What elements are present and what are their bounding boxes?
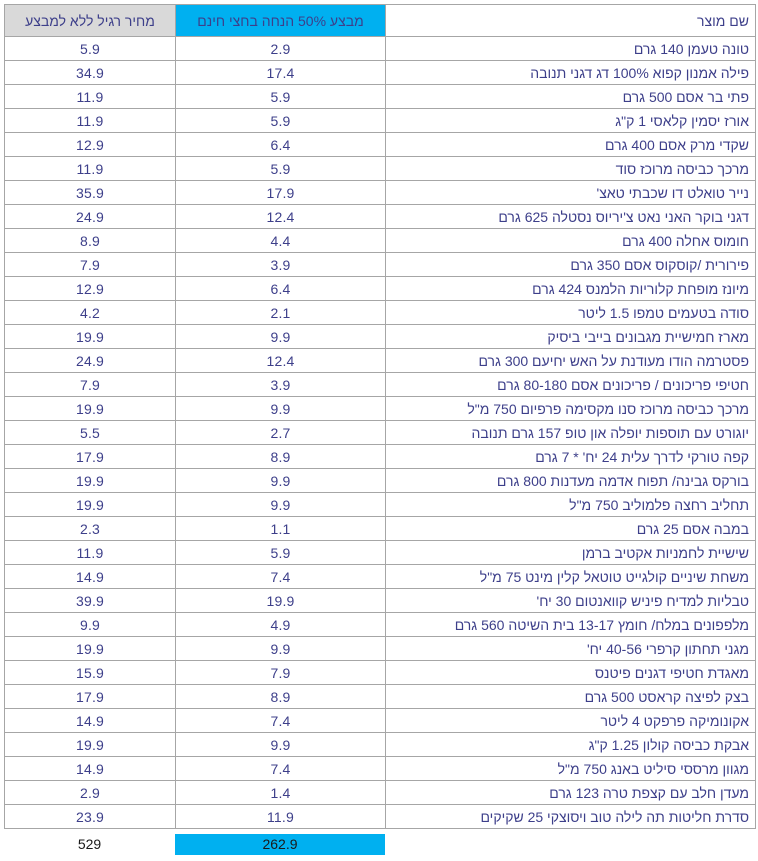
product-name-cell: אקונומיקה פרפקט 4 ליטר <box>386 709 756 733</box>
product-name-cell: פתי בר אסם 500 גרם <box>386 85 756 109</box>
product-name-cell: בורקס גבינה/ תפוח אדמה מעדנות 800 גרם <box>386 469 756 493</box>
regular-price-cell: 7.9 <box>5 253 176 277</box>
regular-price-cell: 19.9 <box>5 733 176 757</box>
regular-price-cell: 17.9 <box>5 445 176 469</box>
regular-price-cell: 11.9 <box>5 109 176 133</box>
table-row <box>5 325 756 349</box>
table-row <box>5 781 756 805</box>
product-name-cell: טבליות למדיח פיניש קוואנטום 30 יח' <box>386 589 756 613</box>
table-row <box>5 493 756 517</box>
promo-price-cell: 9.9 <box>176 733 386 757</box>
table-row <box>5 373 756 397</box>
product-name-cell: אורז יסמין קלאסי 1 ק"ג <box>386 109 756 133</box>
product-name-cell: חטיפי פריכונים / פריכונים אסם 80-180 גרם <box>386 373 756 397</box>
regular-price-cell: 2.9 <box>5 781 176 805</box>
header-regular-price: מחיר רגיל ללא למבצע <box>5 5 176 37</box>
regular-price-cell: 14.9 <box>5 565 176 589</box>
regular-price-cell: 9.9 <box>5 613 176 637</box>
product-name-cell: שקדי מרק אסם 400 גרם <box>386 133 756 157</box>
promo-price-cell: 8.9 <box>176 685 386 709</box>
product-name-cell: דגני בוקר האני נאט צ'יריוס נסטלה 625 גרם <box>386 205 756 229</box>
price-comparison-table <box>4 4 756 829</box>
product-name-cell: טונה טעמן 140 גרם <box>386 37 756 61</box>
regular-price-cell: 5.5 <box>5 421 176 445</box>
product-name-cell: יוגורט עם תוספות יופלה און טופ 157 גרם תנובה <box>386 421 756 445</box>
regular-price-cell: 35.9 <box>5 181 176 205</box>
regular-price-cell: 17.9 <box>5 685 176 709</box>
table-row <box>5 469 756 493</box>
product-name-cell: סדרת חליטות תה לילה טוב ויסוצקי 25 שקיקים <box>386 805 756 829</box>
product-name-cell: סודה בטעמים טמפו 1.5 ליטר <box>386 301 756 325</box>
promo-price-cell: 2.7 <box>176 421 386 445</box>
promo-price-cell: 9.9 <box>176 325 386 349</box>
regular-price-cell: 2.3 <box>5 517 176 541</box>
promo-price-cell: 17.9 <box>176 181 386 205</box>
regular-price-cell: 34.9 <box>5 61 176 85</box>
promo-price-cell: 3.9 <box>176 373 386 397</box>
table-row <box>5 133 756 157</box>
regular-price-cell: 11.9 <box>5 157 176 181</box>
table-row <box>5 805 756 829</box>
table-row <box>5 517 756 541</box>
total-regular-price: 529 <box>77 836 102 852</box>
regular-price-cell: 19.9 <box>5 493 176 517</box>
promo-price-cell: 6.4 <box>176 133 386 157</box>
table-row <box>5 109 756 133</box>
promo-price-cell: 9.9 <box>176 397 386 421</box>
regular-price-cell: 23.9 <box>5 805 176 829</box>
product-name-cell: שישיית לחמניות אקטיב ברמן <box>386 541 756 565</box>
product-name-cell: במבה אסם 25 גרם <box>386 517 756 541</box>
regular-price-cell: 12.9 <box>5 133 176 157</box>
table-row <box>5 301 756 325</box>
promo-price-cell: 8.9 <box>176 445 386 469</box>
product-name-cell: מלפפונים במלח/ חומץ 13-17 בית השיטה 560 גרם <box>386 613 756 637</box>
header-product-name: שם מוצר <box>386 5 756 37</box>
table-row <box>5 205 756 229</box>
table-row <box>5 541 756 565</box>
regular-price-cell: 11.9 <box>5 541 176 565</box>
table-row <box>5 181 756 205</box>
regular-price-cell: 19.9 <box>5 469 176 493</box>
product-name-cell: מגוון מרססי סיליט באנג 750 מ"ל <box>386 757 756 781</box>
regular-price-cell: 19.9 <box>5 325 176 349</box>
table-body <box>5 37 756 829</box>
regular-price-cell: 24.9 <box>5 349 176 373</box>
regular-price-cell: 19.9 <box>5 637 176 661</box>
promo-price-cell: 5.9 <box>176 109 386 133</box>
totals-row <box>4 834 385 855</box>
product-name-cell: מאגדת חטיפי דגנים פיטנס <box>386 661 756 685</box>
promo-price-cell: 5.9 <box>176 541 386 565</box>
product-name-cell: תחליב רחצה פלמוליב 750 מ"ל <box>386 493 756 517</box>
regular-price-cell: 14.9 <box>5 757 176 781</box>
regular-price-cell: 7.9 <box>5 373 176 397</box>
table-row <box>5 253 756 277</box>
product-name-cell: נייר טואלט דו שכבתי טאצ' <box>386 181 756 205</box>
table-row <box>5 757 756 781</box>
product-name-cell: פירורית /קוסקוס אסם 350 גרם <box>386 253 756 277</box>
table-row <box>5 445 756 469</box>
regular-price-cell: 39.9 <box>5 589 176 613</box>
table-row <box>5 85 756 109</box>
table-row <box>5 229 756 253</box>
table-row <box>5 685 756 709</box>
product-name-cell: מרכך כביסה מרוכז סוד <box>386 157 756 181</box>
product-name-cell: קפה טורקי לדרך עלית 24 יח' * 7 גרם <box>386 445 756 469</box>
product-name-cell: מיונז מופחת קלוריות הלמנס 424 גרם <box>386 277 756 301</box>
product-name-cell: אבקת כביסה קולון 1.25 ק"ג <box>386 733 756 757</box>
product-name-cell: מעדן חלב עם קצפת טרה 123 גרם <box>386 781 756 805</box>
promo-price-cell: 9.9 <box>176 637 386 661</box>
table-row <box>5 661 756 685</box>
table-row <box>5 565 756 589</box>
table-row <box>5 397 756 421</box>
table-row <box>5 709 756 733</box>
product-name-cell: פילה אמנון קפוא 100% דג דגני תנובה <box>386 61 756 85</box>
table-row <box>5 61 756 85</box>
regular-price-cell: 4.2 <box>5 301 176 325</box>
regular-price-cell: 8.9 <box>5 229 176 253</box>
table-row <box>5 421 756 445</box>
product-name-cell: מארז חמישיית מגבונים בייבי ביסיק <box>386 325 756 349</box>
promo-price-cell: 5.9 <box>176 85 386 109</box>
total-promo-price: 262.9 <box>175 834 385 855</box>
regular-price-cell: 11.9 <box>5 85 176 109</box>
table-row <box>5 349 756 373</box>
product-name-cell: בצק לפיצה קראסט 500 גרם <box>386 685 756 709</box>
promo-price-cell: 19.9 <box>176 589 386 613</box>
regular-price-cell: 24.9 <box>5 205 176 229</box>
regular-price-cell: 14.9 <box>5 709 176 733</box>
promo-price-cell: 3.9 <box>176 253 386 277</box>
promo-price-cell: 7.4 <box>176 565 386 589</box>
product-name-cell: פסטרמה הודו מעודנת על האש יחיעם 300 גרם <box>386 349 756 373</box>
table-row <box>5 613 756 637</box>
regular-price-cell: 15.9 <box>5 661 176 685</box>
product-name-cell: חומוס אחלה 400 גרם <box>386 229 756 253</box>
table-row <box>5 733 756 757</box>
promo-price-cell: 2.9 <box>176 37 386 61</box>
promo-price-cell: 9.9 <box>176 493 386 517</box>
table-row <box>5 37 756 61</box>
promo-price-cell: 17.4 <box>176 61 386 85</box>
table-row <box>5 589 756 613</box>
product-name-cell: משחת שיניים קולגייט טוטאל קלין מינט 75 מ"ל <box>386 565 756 589</box>
promo-price-cell: 5.9 <box>176 157 386 181</box>
promo-price-cell: 7.4 <box>176 757 386 781</box>
table-row <box>5 277 756 301</box>
promo-price-cell: 6.4 <box>176 277 386 301</box>
promo-price-cell: 2.1 <box>176 301 386 325</box>
promo-price-cell: 9.9 <box>176 469 386 493</box>
promo-price-cell: 12.4 <box>176 205 386 229</box>
promo-price-cell: 4.9 <box>176 613 386 637</box>
product-name-cell: מרכך כביסה מרוכז סנו מקסימה פרפיום 750 מ"ל <box>386 397 756 421</box>
product-name-cell: מגני תחתון קרפרי 40-56 יח' <box>386 637 756 661</box>
promo-price-cell: 7.9 <box>176 661 386 685</box>
promo-price-cell: 1.1 <box>176 517 386 541</box>
regular-price-cell: 19.9 <box>5 397 176 421</box>
header-promo-price: מבצע 50% הנחה בחצי חינם <box>176 5 386 37</box>
promo-price-cell: 12.4 <box>176 349 386 373</box>
regular-price-cell: 5.9 <box>5 37 176 61</box>
header-row <box>5 5 756 37</box>
table-row <box>5 637 756 661</box>
promo-price-cell: 1.4 <box>176 781 386 805</box>
table-row <box>5 157 756 181</box>
promo-price-cell: 11.9 <box>176 805 386 829</box>
promo-price-cell: 7.4 <box>176 709 386 733</box>
promo-price-cell: 4.4 <box>176 229 386 253</box>
regular-price-cell: 12.9 <box>5 277 176 301</box>
